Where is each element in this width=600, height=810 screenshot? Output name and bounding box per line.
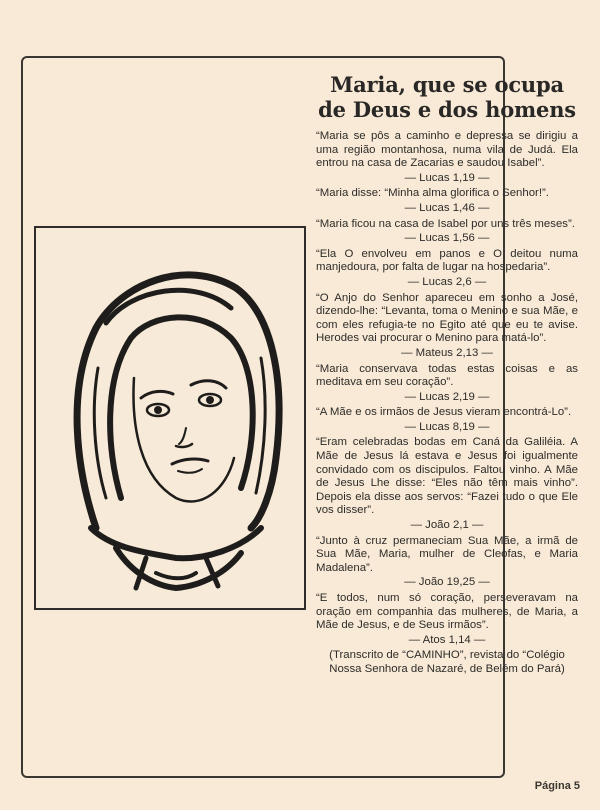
passage-reference: — Lucas 8,19 — — [404, 420, 490, 433]
passage-text: “A Mãe e os irmãos de Jesus vieram encontrá-Lo”. — [316, 406, 572, 419]
passage-reference: — Lucas 2,6 — — [407, 275, 487, 288]
source-note: (Transcrito de “CAMINHO”, revista do “Colégio Nossa Senhora de Nazaré, de Belém do Pará) — [329, 649, 565, 675]
passage-reference: — Lucas 1,19 — — [404, 171, 490, 184]
page-number: Página 5 — [534, 780, 580, 792]
passage-text: “Junto à cruz permaneciam Sua Mãe, a irmã de Sua Mãe, Maria, mulher de Cleofas, e Maria Madalena”. — [316, 534, 578, 574]
passage-text: “Maria ficou na casa de Isabel por uns três meses”. — [316, 217, 575, 230]
passage-reference: — João 19,25 — — [404, 576, 490, 589]
passage-text: “Maria conservava todas estas coisas e as meditava em seu coração”. — [316, 362, 578, 389]
passage-reference: — Mateus 2,13 — — [401, 346, 493, 359]
passage-reference: — Atos 1,14 — — [408, 633, 486, 646]
passage-reference: — Lucas 1,56 — — [404, 232, 490, 245]
article-title: Maria, que se ocupa de Deus e dos homens — [318, 72, 576, 122]
article — [316, 72, 578, 677]
passage-text: “O Anjo do Senhor apareceu em sonho a José, dizendo-lhe: “Levanta, toma o Menino e sua Mãe, e com eles refugia-te no Egito até que eu te avise. Herodes vai procurar o Menino para matá-lo”. — [316, 291, 578, 345]
illustration-frame — [34, 226, 306, 610]
passage-text: “Ela O envolveu em panos e O deitou numa manjedoura, por falta de lugar na hospedaria”. — [316, 247, 578, 274]
passage-text: “Eram celebradas bodas em Caná da Galiléia. A Mãe de Jesus lá estava e Jesus foi igualmente convidado com os discipulos. Faltou vinho. A Mãe de Jesus Lhe disse: “Eles não têm mais vinho”. Depois ela disse aos servos: “Fazei tudo o que Ele vos disser”. — [316, 436, 578, 517]
passage-reference: — João 2,1 — — [410, 519, 484, 532]
passage-reference: — Lucas 1,46 — — [404, 201, 490, 214]
passage-text: “E todos, num só coração, perseveravam na oração em companhia das mulheres, de Maria, a Mãe de Jesus, e de Seus irmãos”. — [316, 592, 578, 632]
passage-text: “Maria disse: “Minha alma glorifica o Senhor!”. — [316, 187, 549, 200]
passage-text: “Maria se pôs a caminho e depressa se dirigiu a uma região montanhosa, numa vila de Judá. Ela entrou na casa de Zacarias e saudou Isabel”. — [316, 130, 578, 170]
veiled-woman-portrait-icon — [36, 228, 304, 608]
passage-reference: — Lucas 2,19 — — [404, 390, 490, 403]
